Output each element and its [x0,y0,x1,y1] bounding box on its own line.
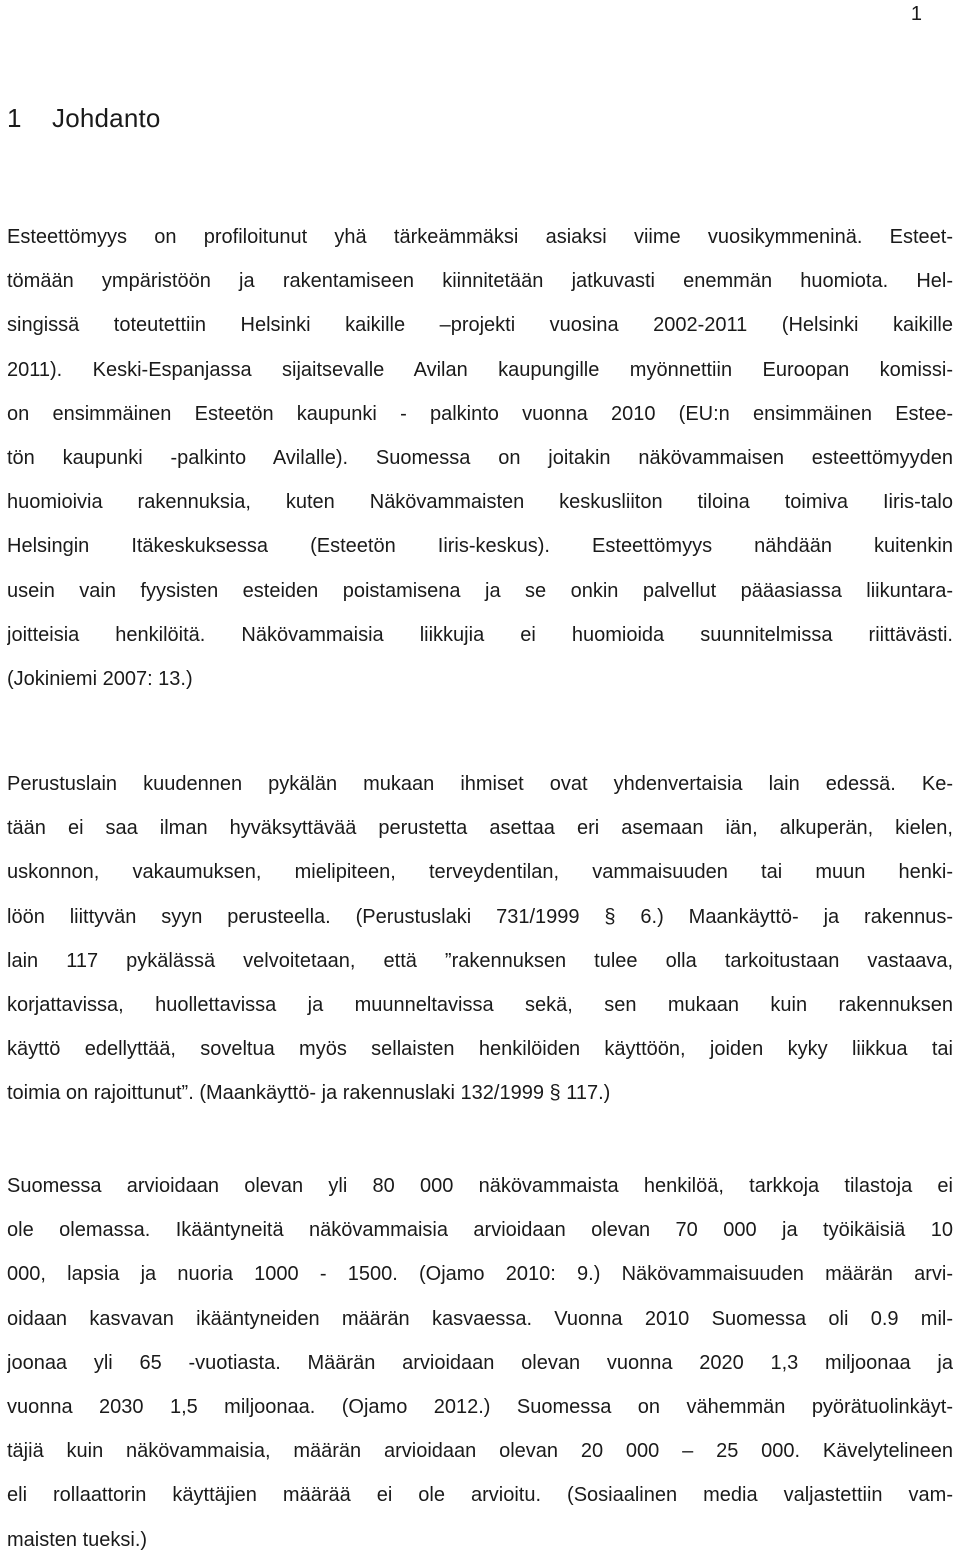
text-line: tön kaupunki -palkinto Avilalle). Suomessa on joitakin näkövammaisen esteettömyyden [7,447,953,470]
text-line: tään ei saa ilman hyväksyttävää perustetta asettaa eri asemaan iän, alkuperän, kielen, [7,817,953,840]
chapter-heading [7,102,161,134]
text-line: Suomessa arvioidaan olevan yli 80 000 näkövammaista henkilöä, tarkkoja tilastoja ei [7,1175,953,1197]
text-line: Helsingin Itäkeskuksessa (Esteetön Iiris-keskus). Esteettömyys nähdään kuitenkin [7,535,953,558]
text-line: lain 117 pykälässä velvoitetaan, että ”rakennuksen tulee olla tarkoitustaan vastaava, [7,949,953,972]
text-line: huomioivia rakennuksia, kuten Näkövammaisten keskusliiton tiloina toimiva Iiris-talo [7,491,953,514]
chapter-title: Johdanto [52,103,161,133]
text-line: uskonnon, vakaumuksen, mielipiteen, terveydentilan, vammaisuuden tai muun henki- [7,861,953,884]
text-line: maisten tueksi.) [7,1528,148,1551]
text-line: (Jokiniemi 2007: 13.) [7,668,193,691]
text-line: Perustuslain kuudennen pykälän mukaan ihmiset ovat yhdenvertaisia lain edessä. Ke- [7,773,953,795]
text-line: 2011). Keski-Espanjassa sijaitsevalle Avilan kaupungille myönnettiin Euroopan komissi- [7,358,953,381]
text-line: 000, lapsia ja nuoria 1000 - 1500. (Ojamo 2010: 9.) Näkövammaisuuden määrän arvi- [7,1263,953,1286]
text-line: eli rollaattorin käyttäjien määrää ei ole arvioitu. (Sosiaalinen media valjastettiin vam- [7,1484,953,1507]
text-line: Esteettömyys on profiloitunut yhä tärkeämmäksi asiaksi viime vuosikymmeninä. Esteet- [7,226,953,248]
text-line: joitteisia henkilöitä. Näkövammaisia liikkujia ei huomioida suunnitelmissa riittävästi. [7,623,953,646]
text-line: oidaan kasvavan ikääntyneiden määrän kasvaessa. Vuonna 2010 Suomessa oli 0.9 mil- [7,1307,953,1330]
paragraph-statistics [7,1164,953,1562]
text-line: usein vain fyysisten esteiden poistamisena ja se onkin palvellut pääasiassa liikuntara- [7,579,953,602]
text-line: on ensimmäinen Esteetön kaupunki - palkinto vuonna 2010 (EU:n ensimmäinen Estee- [7,402,953,425]
text-line: korjattavissa, huollettavissa ja muunneltavissa sekä, sen mukaan kuin rakennuksen [7,994,953,1017]
text-line: vuonna 2030 1,5 miljoonaa. (Ojamo 2012.) Suomessa on vähemmän pyörätuolinkäyt- [7,1396,953,1419]
text-line: ole olemassa. Ikääntyneitä näkövammaisia arvioidaan olevan 70 000 ja työikäisiä 10 [7,1219,953,1242]
text-line: löön liittyvän syyn perusteella. (Perustuslaki 731/1999 § 6.) Maankäyttö- ja rakennus- [7,905,953,928]
text-line: käyttö edellyttää, soveltua myös sellaisten henkilöiden käyttöön, joiden kyky liikkua tai [7,1038,953,1061]
text-line: toimia on rajoittunut”. (Maankäyttö- ja rakennuslaki 132/1999 § 117.) [7,1082,611,1105]
text-line: singissä toteutettiin Helsinki kaikille –projekti vuosina 2002-2011 (Helsinki kaikille [7,314,953,337]
chapter-number: 1 [7,103,22,133]
text-line: joonaa yli 65 -vuotiasta. Määrän arvioidaan olevan vuonna 2020 1,3 miljoonaa ja [7,1351,953,1374]
paragraph-accessibility-intro [7,215,953,701]
page-number: 1 [910,3,922,25]
paragraph-legislation [7,762,953,1116]
text-line: tömään ympäristöön ja rakentamiseen kiinnitetään jatkuvasti enemmän huomiota. Hel- [7,270,953,293]
text-line: täjiä kuin näkövammaisia, määrän arvioidaan olevan 20 000 – 25 000. Kävelytelineen [7,1440,953,1463]
